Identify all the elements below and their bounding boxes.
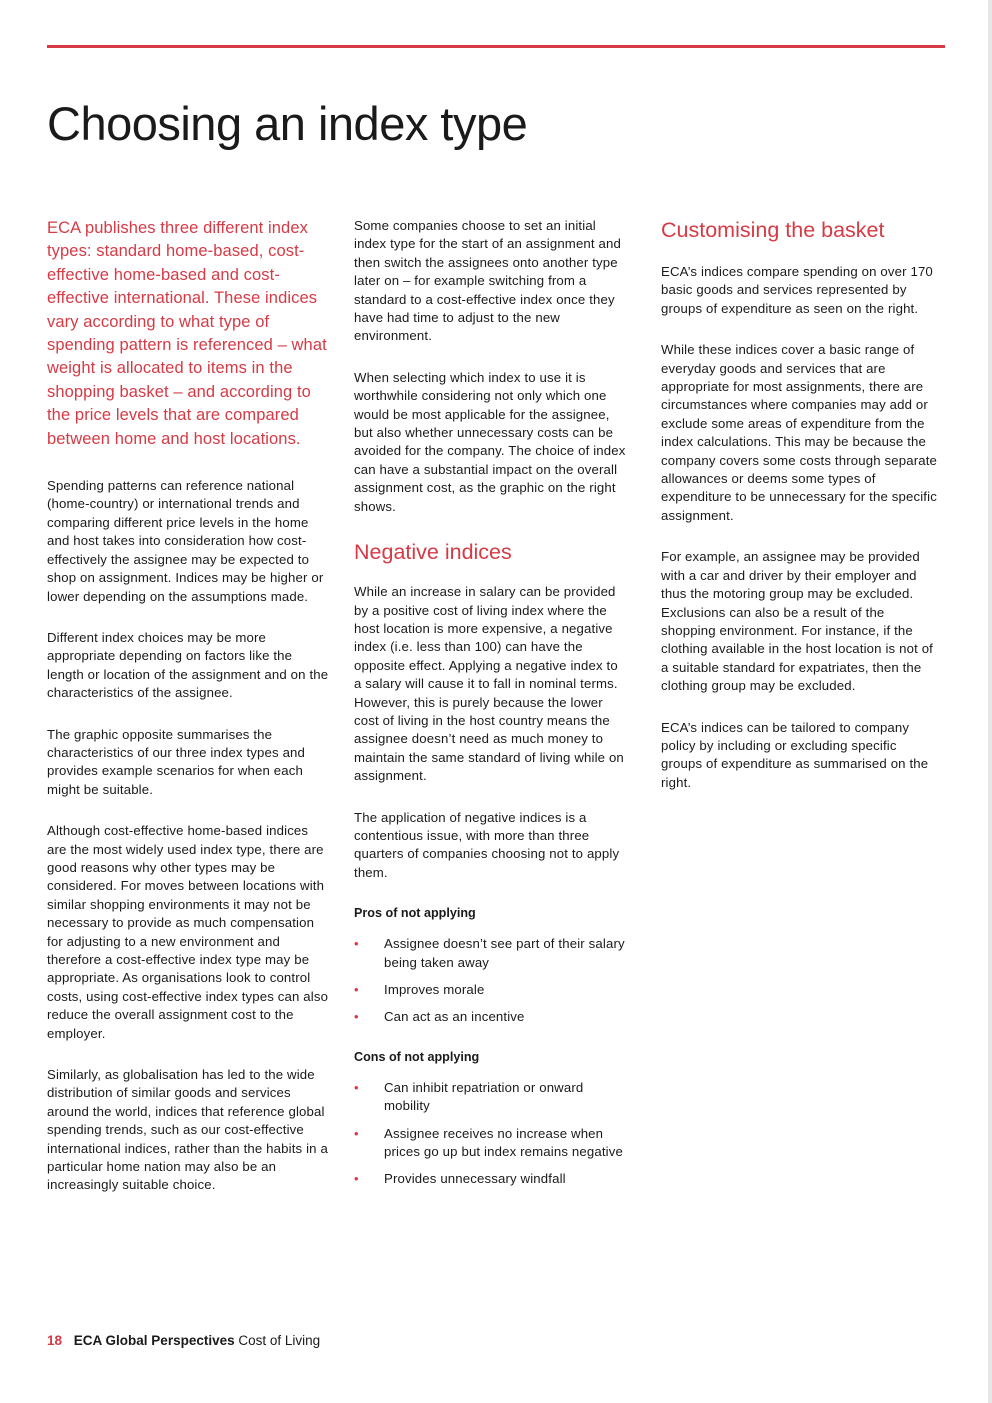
paragraph: Different index choices may be more appropriate depending on factors like the length or location of the assignment and on the characteristics of the assignee. [47,629,329,701]
column-left [47,217,331,1218]
paragraph: Similarly, as globalisation has led to the wide distribution of similar goods and services around the world, indices that reference global spending trends, such as our cost-effective international indices, rather than the habits in a particular home nation may also be an increasingly suitable choice. [47,1067,328,1193]
paragraph: ECA’s indices can be tailored to company policy by including or excluding specific groups of expenditure as summarised on the right. [661,719,929,790]
list-item-text: Assignee receives no increase when prices go up but index remains negative [384,1125,623,1160]
column-middle [354,217,628,1211]
list-item-text: Can act as an incentive [384,1009,525,1025]
lead-paragraph: ECA publishes three different index types: standard home-based, cost-effective home-based and cost-effective international. These indices vary according to what type of spending pattern is referenced – what weight is allocated to items in the shopping basket – and according to the price levels that are compared between home and host locations. [47,219,327,448]
footer-brand: ECA Global Perspectives [73,1333,235,1348]
cons-list [354,1079,628,1189]
list-item-text: Can inhibit repatriation or onward mobility [384,1079,584,1114]
pros-heading: Pros of not applying [354,906,476,921]
top-rule [47,45,945,48]
bullet-icon: • [354,1009,359,1025]
bullet-icon: • [354,1125,359,1141]
column-right [661,217,939,815]
paragraph: Some companies choose to set an initial index type for the start of an assignment and then switch the assignees onto another type later on – for example switching from a standard to a cost-effective index once they have had time to adjust to the new environment. [354,218,621,344]
paragraph: Spending patterns can reference national (home-country) or international trends and comparing different price levels in the home and host takes into consideration how cost-effectively the assignee may be expected to shop on assignment. Indices may be higher or lower depending on the assumptions made. [47,478,324,604]
paragraph: While an increase in salary can be provided by a positive cost of living index where the host location is more expensive, a negative index (i.e. less than 100) can have the opposite effect. Applying a negative index to a salary will cause it to fall in nominal terms. However, this is purely because the lower cost of living in the host country means the assignee doesn’t need as much money to maintain the same standard of living while on assignment. [354,584,624,784]
paragraph: For example, an assignee may be provided with a car and driver by their employer and thus the motoring group may be excluded. Exclusions can also be a result of the shopping environment. For instance, if the clothing available in the host location is not of a suitable standard for expatriates, then the clothing group may be excluded. [661,549,934,694]
bullet-icon: • [354,1079,359,1095]
page-title: Choosing an index type [47,97,528,150]
paragraph: ECA’s indices compare spending on over 170 basic goods and services represented by groups of expenditure as seen on the right. [661,264,933,316]
page-footer [47,1332,320,1350]
bullet-icon: • [354,982,359,997]
bullet-icon: • [354,936,359,952]
list-item [354,1170,628,1188]
paragraph: Although cost-effective home-based indices are the most widely used index type, there are good reasons why other types may be considered. For moves between locations with similar shopping environments it may not be necessary to provide as much compensation for adjusting to a new environment and therefore a cost-effective index type may be appropriate. As organisations look to control costs, using cost-effective index types can also reduce the overall assignment cost to the employer. [47,823,329,1041]
page-edge [988,0,992,1403]
section-heading-customising: Customising the basket [661,218,885,242]
cons-heading: Cons of not applying [354,1049,480,1064]
paragraph: The application of negative indices is a contentious issue, with more than three quarters of companies choosing not to apply them. [354,809,620,880]
bullet-icon: • [354,1171,359,1187]
list-item-text: Improves morale [384,982,485,997]
list-item [354,1125,628,1162]
page-number: 18 [47,1333,63,1348]
paragraph: When selecting which index to use it is worthwhile considering not only which one would be most applicable for the assignee, but also whether unnecessary costs can be avoided for the company. The choice of index can have a substantial impact on the overall assignment cost, as the graphic on the right shows. [354,369,626,514]
pros-list [354,935,628,1027]
list-item-text: Provides unnecessary windfall [384,1171,566,1187]
section-heading-negative-indices: Negative indices [354,540,512,565]
list-item [354,1079,628,1116]
footer-section: Cost of Living [238,1333,321,1348]
paragraph: The graphic opposite summarises the characteristics of our three index types and provides example scenarios for when each might be suitable. [47,726,306,797]
list-item-text: Assignee doesn’t see part of their salary being taken away [384,936,625,970]
list-item [354,935,628,972]
paragraph: While these indices cover a basic range of everyday goods and services that are appropriate for most assignments, there are circumstances where companies may add or exclude some areas of expenditure from the index calculations. This may be because the company covers some costs through separate allowances or deems some types of expenditure to be unnecessary for the specific assignment. [661,342,938,523]
list-item [354,1008,628,1026]
list-item [354,981,628,999]
